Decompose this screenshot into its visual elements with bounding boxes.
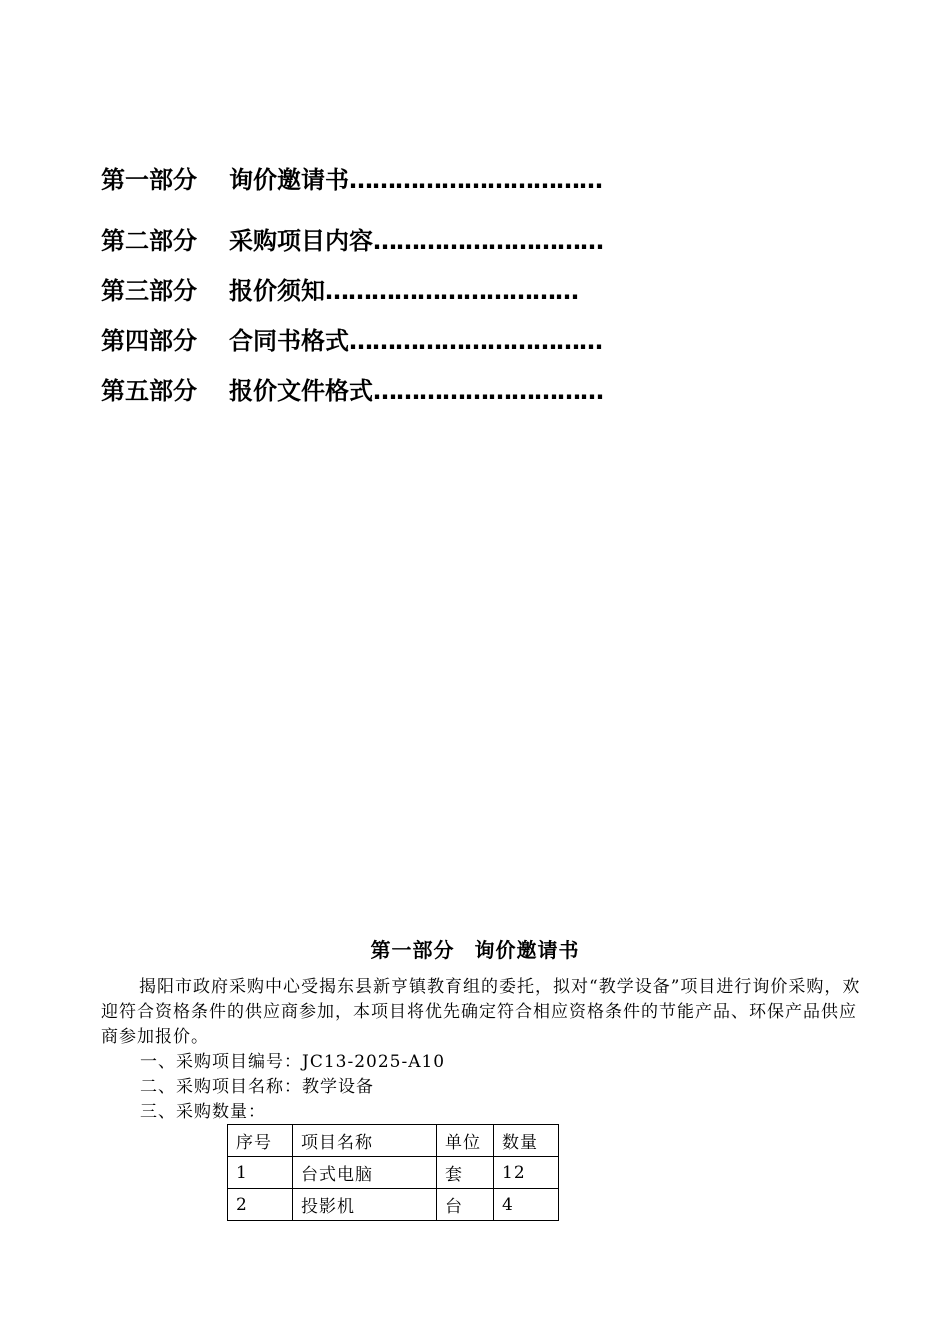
toc-title: 报价文件格式 [229,377,373,405]
table-cell: 4 [494,1189,559,1221]
toc-leader: ………………………… [373,227,603,255]
toc-item-5[interactable] [101,375,681,407]
toc-part: 第一部分 [101,166,197,194]
table-cell: 12 [494,1157,559,1189]
table-cell: 1 [228,1157,293,1189]
table-row [228,1189,559,1221]
toc-part: 第五部分 [101,377,197,405]
toc-item-4[interactable] [101,325,681,357]
column-header: 序号 [228,1125,293,1157]
column-header: 数量 [494,1125,559,1157]
section-title: 询价邀请书 [474,938,580,962]
toc-item-2[interactable] [101,225,681,257]
toc-leader: …………………………… [349,327,602,355]
toc-title: 报价须知 [229,277,325,305]
project-name-line: 二、采购项目名称：教学设备 [140,1077,374,1097]
column-header: 项目名称 [293,1125,437,1157]
table-cell: 套 [437,1157,494,1189]
quantity-table [227,1124,559,1221]
toc-title: 采购项目内容 [229,227,373,255]
toc-part: 第四部分 [101,327,197,355]
toc-leader: …………………………… [349,166,602,194]
toc-leader: …………………………… [325,277,578,305]
table-cell: 2 [228,1189,293,1221]
toc-part: 第二部分 [101,227,197,255]
table-row [228,1157,559,1189]
table-cell: 台 [437,1189,494,1221]
section-part: 第一部分 [370,938,455,962]
table-header-row [228,1125,559,1157]
toc-title: 合同书格式 [229,327,349,355]
toc-item-1[interactable] [101,164,681,196]
intro-paragraph: 揭阳市政府采购中心受揭东县新亨镇教育组的委托，拟对“教学设备”项目进行询价采购，欢迎符合资格条件的供应商参加，本项目将优先确定符合相应资格条件的节能产品、环保产品供应商参加报价。 [101,977,861,1047]
toc-title: 询价邀请书 [229,166,349,194]
section-heading [0,934,950,963]
toc-leader: ………………………… [373,377,603,405]
quantity-heading-line: 三、采购数量： [140,1102,266,1122]
project-number-line: 一、采购项目编号：JC13-2025-A10 [140,1052,446,1072]
table-cell: 台式电脑 [293,1157,437,1189]
toc-item-3[interactable] [101,275,681,307]
toc-part: 第三部分 [101,277,197,305]
table-cell: 投影机 [293,1189,437,1221]
column-header: 单位 [437,1125,494,1157]
